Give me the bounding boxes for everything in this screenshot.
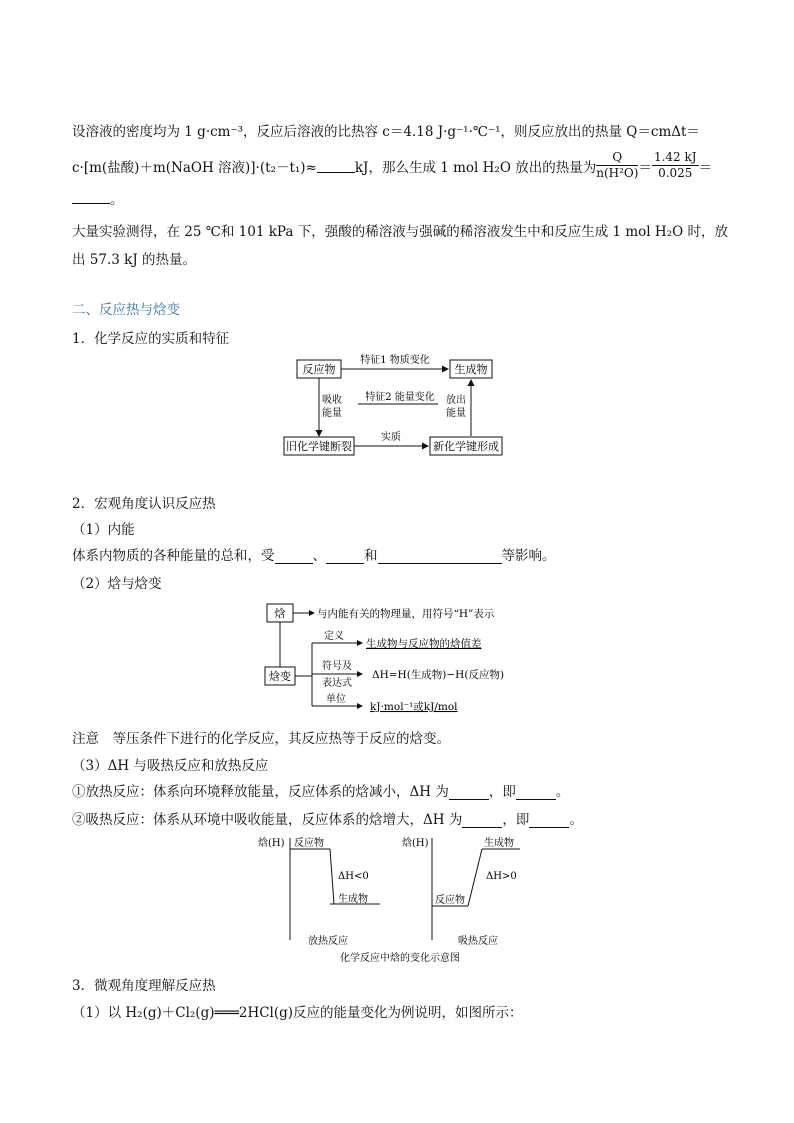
para1-line3: 。 bbox=[72, 188, 124, 208]
item3-title: 3．微观角度理解反应热 bbox=[72, 978, 216, 994]
enthalpy-change-figure bbox=[250, 834, 550, 966]
para1-line2-b: kJ，那么生成 1 mol H₂O 放出的热量为 bbox=[354, 159, 597, 176]
answer-blank[interactable] bbox=[378, 549, 502, 564]
right-product: 生成物 bbox=[484, 838, 514, 849]
answer-blank[interactable] bbox=[449, 785, 489, 800]
essence-label: 实质 bbox=[381, 432, 401, 443]
fraction-q-over-n: $\frac{Q}{\text{n(H²O)}}$ bbox=[596, 150, 639, 180]
absorb-label-1: 吸收 bbox=[322, 395, 342, 406]
enthalpy-label: 焓 bbox=[274, 607, 286, 620]
fraction-value: $\frac{1.42 kJ}{0.025}$ bbox=[653, 150, 697, 180]
answer-blank[interactable] bbox=[462, 813, 502, 828]
left-delta-h: ΔH<0 bbox=[338, 871, 369, 882]
reactant-label: 反应物 bbox=[302, 363, 336, 376]
right-delta-h: ΔH>0 bbox=[486, 871, 517, 882]
sub1-title: （1）内能 bbox=[72, 522, 135, 538]
exothermic-line: ①放热反应：体系向环境释放能量，反应体系的焓减小，ΔH 为 ，即 。 bbox=[72, 784, 570, 800]
feature1-label: 特征1 物质变化 bbox=[360, 355, 430, 366]
enthalpy-diagram bbox=[262, 598, 542, 718]
definition-label: 定义 bbox=[324, 631, 344, 642]
sub2-title: （2）焓与焓变 bbox=[72, 576, 162, 592]
para1-line1: 设溶液的密度均为 1 g·cm⁻³，反应后溶液的比热容 c＝4.18 J·g⁻¹·℃⁻¹，则反应放出的热量 Q＝cmΔt＝ bbox=[72, 124, 700, 140]
figure-caption: 化学反应中焓的变化示意图 bbox=[340, 953, 460, 964]
reaction-essence-diagram bbox=[280, 352, 520, 460]
sub4-title: （1）以 H₂(g)＋Cl₂(g)═══2HCl(g)反应的能量变化为例说明，如图所示： bbox=[72, 1005, 523, 1021]
left-reactant: 反应物 bbox=[294, 838, 324, 849]
item1-title: 1．化学反应的实质和特征 bbox=[72, 331, 230, 347]
old-bond-label: 旧化学键断裂 bbox=[286, 440, 352, 453]
unit-label: 单位 bbox=[326, 694, 346, 705]
left-product: 生成物 bbox=[338, 894, 368, 905]
definition-value: 生成物与反应物的焓值差 bbox=[366, 638, 482, 650]
endothermic-caption: 吸热反应 bbox=[458, 936, 498, 947]
endothermic-line: ②吸热反应：体系从环境中吸收能量，反应体系的焓增大，ΔH 为 ，即 。 bbox=[72, 812, 583, 828]
enthalpy-change-label: 焓变 bbox=[269, 670, 291, 683]
para1-line2-a: c·[m(盐酸)＋m(NaOH 溶液)]·(t₂－t₁)≈ bbox=[72, 159, 317, 176]
para2-line1: 大量实验测得，在 25 ℃和 101 kPa 下，强酸的稀溶液与强碱的稀溶液发生中和反应生成 1 mol H₂O 时，放 bbox=[72, 224, 728, 240]
enthalpy-desc: 与内能有关的物理量，用符号“H”表示 bbox=[317, 608, 495, 620]
feature2-label: 特征2 能量变化 bbox=[365, 392, 435, 403]
symbol-label-2: 表达式 bbox=[322, 678, 352, 689]
internal-energy-line: 体系内物质的各种能量的总和，受 、 和 等影响。 bbox=[72, 548, 556, 564]
left-axis-label: 焓(H) bbox=[258, 838, 285, 849]
note-text: 注意 等压条件下进行的化学反应，其反应热等于反应的焓变。 bbox=[72, 731, 450, 747]
right-axis-label: 焓(H) bbox=[402, 838, 429, 849]
sub3-title: （3）ΔH 与吸热反应和放热反应 bbox=[72, 758, 269, 774]
right-reactant: 反应物 bbox=[435, 895, 465, 906]
product-label: 生成物 bbox=[454, 363, 488, 376]
release-label-2: 能量 bbox=[446, 408, 466, 419]
para2-line2: 出 57.3 kJ 的热量。 bbox=[72, 252, 197, 268]
answer-blank[interactable] bbox=[529, 813, 569, 828]
unit-value: kJ·mol⁻¹或kJ/mol bbox=[370, 701, 458, 713]
new-bond-label: 新化学键形成 bbox=[433, 440, 499, 453]
symbol-value: ΔH=H(生成物)−H(反应物) bbox=[372, 669, 505, 681]
answer-blank[interactable] bbox=[326, 549, 364, 564]
section-title: 二、反应热与焓变 bbox=[72, 302, 180, 318]
answer-blank[interactable] bbox=[275, 549, 313, 564]
answer-blank[interactable] bbox=[516, 785, 556, 800]
exothermic-caption: 放热反应 bbox=[308, 936, 348, 947]
absorb-label-2: 能量 bbox=[322, 408, 342, 419]
answer-blank[interactable] bbox=[72, 189, 110, 204]
para1-line2: c·[m(盐酸)＋m(NaOH 溶液)]·(t₂－t₁)≈ kJ，那么生成 1 mol H₂O 放出的热量为 $\frac{Q}{\text{n(H²O)}}$ ＝ $\frac{1.42 kJ}{0.025}$ ＝ bbox=[72, 150, 713, 180]
answer-blank[interactable] bbox=[317, 158, 355, 173]
symbol-label-1: 符号及 bbox=[322, 661, 352, 672]
release-label-1: 放出 bbox=[446, 395, 466, 406]
item2-title: 2．宏观角度认识反应热 bbox=[72, 496, 216, 512]
